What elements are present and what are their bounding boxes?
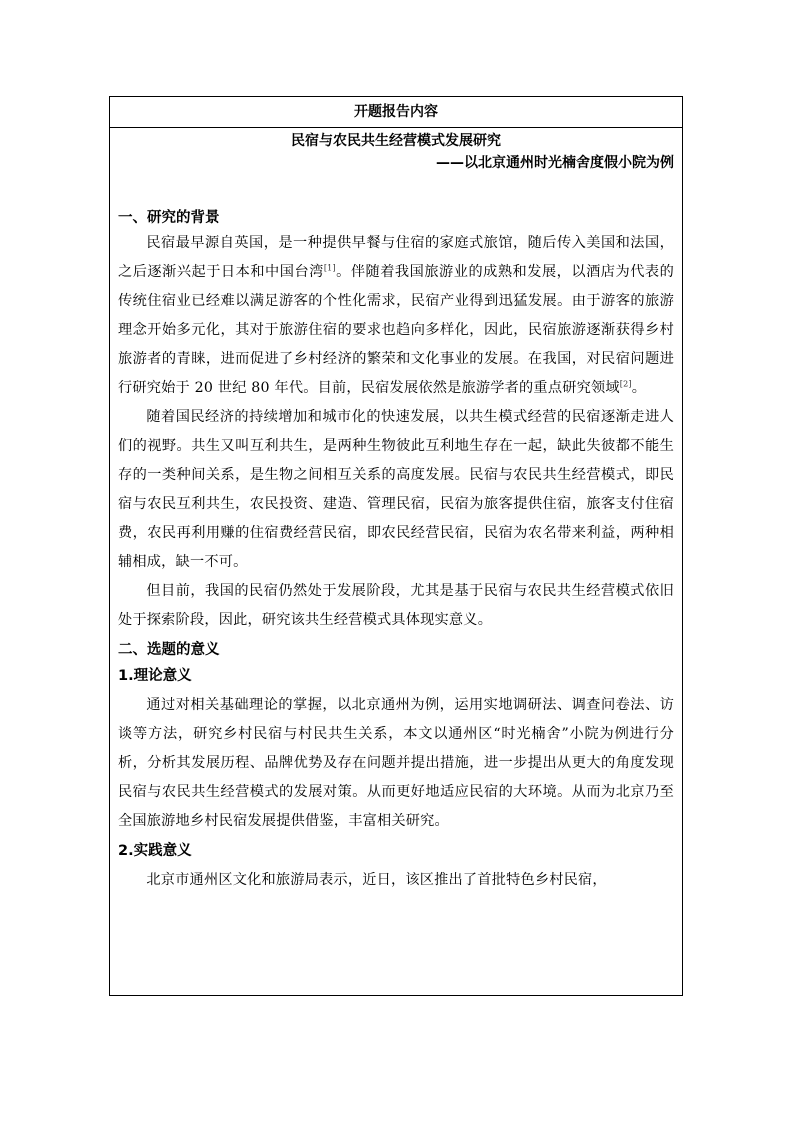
subheading-theory: 1.理论意义: [118, 668, 192, 684]
table-header: 开题报告内容: [110, 97, 682, 128]
section-heading-background: 一、研究的背景: [118, 210, 220, 226]
title-main: 民宿与农民共生经营模式发展研究: [291, 133, 501, 149]
paragraph-background-3: 但目前，我国的民宿仍然处于发展阶段，尤其是基于民宿与农民共生经营模式依旧处于探索阶段，因此，研究该共生经营模式具体现实意义。: [118, 583, 674, 628]
title-subtitle: ——以北京通州时光楠舍度假小院为例: [436, 155, 674, 171]
paragraph-background-2: 随着国民经济的持续增加和城市化的快速发展，以共生模式经营的民宿逐渐走进人们的视野。共生又叫互利共生，是两种生物彼此互利地生存在一起，缺此失彼都不能生存的一类种间关系，是生物之间相互关系的高度发展。民宿与农民共生经营模式，即民宿与农民互利共生，农民投资、建造、管理民宿，民宿为旅客提供住宿，旅客支付住宿费，农民再利用赚的住宿费经营民宿，即农民经营民宿，民宿为农名带来利益，两种相辅相成，缺一不可。: [118, 409, 674, 570]
citation-ref-2: [2]: [619, 379, 632, 389]
report-title: [118, 130, 674, 174]
paragraph-text: 民宿最早源自英国，是一种提供早餐与住宿的家庭式旅馆，随后传入美国和法国，之后逐渐兴起于日本和中国台湾: [118, 235, 674, 280]
paragraph-text: 。: [631, 380, 647, 396]
section-heading-significance: 二、选题的意义: [118, 642, 220, 658]
report-table: [109, 96, 683, 996]
paragraph-text: 。伴随着我国旅游业的成熟和发展，以酒店为代表的传统住宿业已经难以满足游客的个性化需求，民宿产业得到迅猛发展。由于游客的旅游理念开始多元化，其对于旅游住宿的要求也趋向多样化，因此，民宿旅游逐渐获得乡村旅游者的青睐，进而促进了乡村经济的繁荣和文化事业的发展。在我国，对民宿问题进行研究始于 20 世纪 80 年代。目前，民宿发展依然是旅游学者的重点研究领域: [118, 264, 674, 396]
paragraph-practice: 北京市通州区文化和旅游局表示，近日，该区推出了首批特色乡村民宿，: [146, 872, 607, 888]
paragraph-theory: 通过对相关基础理论的掌握，以北京通州为例，运用实地调研法、调查问卷法、访谈等方法，研究乡村民宿与村民共生关系，本文以通州区“时光楠舍”小院为例进行分析，分析其发展历程、品牌优势及存在问题并提出措施，进一步提出从更大的角度发现民宿与农民共生经营模式的发展对策。从而更好地适应民宿的大环境。从而为北京乃至全国旅游地乡村民宿发展提供借鉴，丰富相关研究。: [118, 697, 674, 829]
paragraph-background-1: [118, 229, 674, 403]
report-body: [110, 128, 682, 895]
citation-ref-1: [1]: [323, 263, 336, 273]
subheading-practice: 2.实践意义: [118, 843, 192, 859]
